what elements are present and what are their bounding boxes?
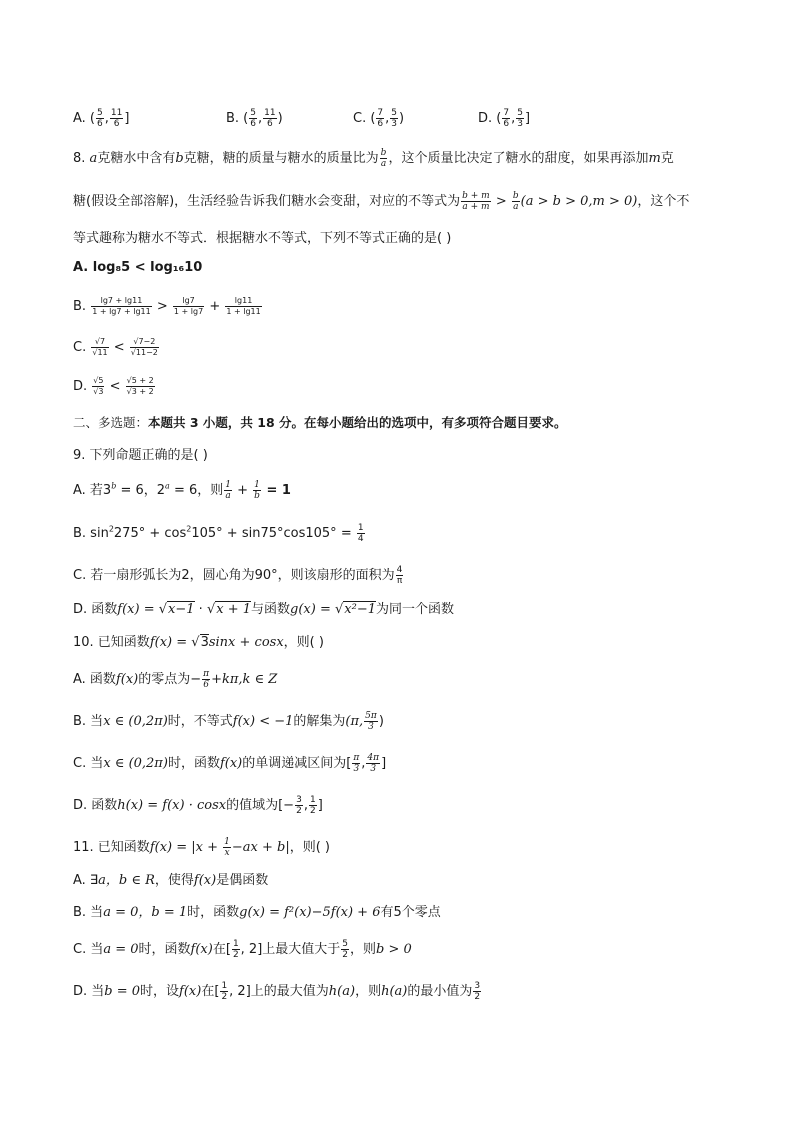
radicand: 3: [200, 635, 209, 650]
bracket: ): [277, 111, 283, 126]
separator: ,: [511, 111, 516, 126]
fraction: [502, 108, 510, 129]
text: 275° + cos: [113, 526, 187, 541]
function: sinx + cosx: [208, 635, 284, 650]
q10-stem: [73, 633, 324, 653]
text: 有5个零点: [380, 905, 441, 920]
denominator: 6: [250, 119, 256, 129]
numerator: 1: [254, 480, 260, 490]
interval: , 2]: [229, 984, 251, 999]
numerator: √7−2: [130, 337, 159, 348]
function: f(x): [193, 873, 217, 888]
function: f(x) =: [149, 635, 192, 650]
numerator: lg7: [173, 296, 204, 307]
section-description: 本题共 3 小题，共 18 分。在每小题给出的选项中，有多项符合题目要求。: [148, 415, 567, 430]
fraction: [263, 108, 276, 129]
option-label: C. (: [353, 111, 376, 126]
fraction: [224, 480, 232, 501]
fraction: [364, 711, 378, 732]
fraction: [516, 108, 524, 129]
text: 11. 已知函数: [73, 840, 150, 855]
separator: ,: [104, 111, 109, 126]
denominator: 2: [232, 950, 239, 960]
denominator: √3 + 2: [126, 387, 154, 396]
fraction: [110, 108, 123, 129]
text: 在: [212, 942, 226, 957]
fraction: [96, 108, 104, 129]
q9-option-d: [73, 600, 454, 620]
separator: ,: [361, 756, 366, 771]
text: = 1: [261, 483, 291, 498]
fraction: [232, 939, 240, 960]
denominator: 2: [309, 806, 316, 816]
option-label: B. (: [226, 111, 249, 126]
fraction: [341, 939, 349, 960]
q11-stem: [73, 837, 330, 858]
text: A. ∃: [73, 873, 99, 888]
operator: <: [109, 340, 129, 355]
bracket: ]: [317, 798, 323, 813]
fraction: [130, 337, 159, 358]
numerator: √7: [91, 337, 108, 348]
q7-options: [0, 108, 794, 130]
numerator: 11: [264, 108, 276, 118]
numerator: 5: [97, 108, 103, 118]
fraction: [357, 523, 365, 544]
numerator: 1: [309, 795, 316, 805]
condition: a，b ∈ R: [98, 873, 155, 888]
var: m: [648, 151, 661, 166]
numerator: 3: [474, 981, 481, 991]
q8-option-a: A. log₈5 < log₁₆10: [73, 260, 203, 275]
q11-option-a: [73, 871, 268, 891]
function: g(x) = f²(x)−5f(x) + 6: [239, 905, 381, 920]
function: g(x) =: [290, 602, 335, 617]
bracket: ]: [124, 111, 130, 126]
text: +: [232, 483, 253, 498]
text: 的单调递减区间为: [242, 756, 347, 771]
numerator: 1: [232, 939, 239, 949]
fraction: [366, 753, 380, 774]
fraction: [225, 296, 261, 317]
radicand: x−1: [168, 602, 195, 617]
text: ，这个不: [637, 194, 690, 209]
text: 糖(假设全部溶解)，生活经验告诉我们糖水会变甜，对应的不等式为: [73, 194, 461, 209]
function: h(x) = f(x) · cosx: [117, 798, 227, 813]
denominator: 4: [357, 534, 364, 544]
fraction: [220, 981, 228, 1002]
numerator: 4: [396, 565, 403, 575]
q11-option-b: [73, 903, 441, 923]
denominator: a + m: [462, 202, 490, 212]
denominator: √3: [93, 387, 104, 396]
bracket: [−: [278, 798, 295, 813]
radicand: x + 1: [216, 602, 251, 617]
fraction: [512, 191, 520, 212]
bracket: [: [214, 984, 220, 999]
condition: x ∈ (0,2π): [103, 756, 168, 771]
text: D. 函数: [73, 798, 118, 813]
denominator: 3: [370, 764, 377, 774]
bracket: [: [346, 756, 352, 771]
condition: (a > b > 0,m > 0): [520, 194, 638, 209]
fraction: [390, 108, 398, 129]
function: f(x): [179, 984, 202, 999]
text: 的解集为: [293, 714, 346, 729]
q8-option-c: [73, 337, 160, 358]
fraction: [295, 795, 303, 816]
separator: ,: [258, 111, 263, 126]
function: f(x): [115, 672, 139, 687]
text: D. 当: [73, 984, 105, 999]
option-label: B.: [73, 299, 91, 314]
var: b: [175, 151, 184, 166]
text: A. 若3: [73, 483, 112, 498]
text: 时，函数: [187, 905, 240, 920]
denominator: √11−2: [130, 348, 158, 357]
interval: (π,: [345, 714, 364, 729]
text: +kπ,k ∈ Z: [211, 672, 278, 687]
text: 105° + sin75°cos105° =: [191, 526, 356, 541]
text: ，则: [350, 942, 377, 957]
fraction: [202, 669, 210, 690]
text: ，则: [355, 984, 382, 999]
q9-option-a: [73, 480, 291, 501]
denominator: b: [254, 491, 260, 501]
q7-option-a: [73, 108, 129, 130]
option-label: C.: [73, 340, 91, 355]
fraction: [376, 108, 384, 129]
text: 克糖，糖的质量与糖水的质量比为: [183, 151, 379, 166]
numerator: lg11: [225, 296, 261, 307]
option-label: A. (: [73, 111, 96, 126]
denominator: 6: [377, 119, 384, 129]
denominator: √11: [92, 348, 108, 357]
fraction: [380, 148, 388, 169]
denominator: 2: [221, 992, 228, 1002]
bracket: ]: [381, 756, 387, 771]
option-label: D.: [73, 379, 92, 394]
text: 上的最大值为: [250, 984, 329, 999]
function: f(x) = |x +: [149, 840, 223, 855]
text: >: [491, 194, 511, 209]
text: 时，函数: [138, 942, 191, 957]
text: 是偶函数: [216, 873, 269, 888]
denominator: 1 + lg7 + lg11: [92, 307, 151, 316]
text: D. 函数: [73, 602, 118, 617]
fraction: [91, 337, 108, 358]
condition: b > 0: [376, 942, 412, 957]
sqrt-sign: √: [206, 602, 216, 617]
numerator: √5 + 2: [126, 376, 154, 385]
denominator: 3: [353, 764, 360, 774]
text: 时，函数: [167, 756, 220, 771]
exponent: b: [111, 481, 117, 491]
text: B. 当: [73, 905, 104, 920]
fraction: [173, 296, 204, 317]
text: 为同一个函数: [376, 602, 455, 617]
q7-option-d: [478, 108, 530, 130]
operator: +: [205, 299, 225, 314]
text: C. 当: [73, 756, 104, 771]
q7-option-c: [353, 108, 404, 130]
bracket: [: [225, 942, 231, 957]
option-label: D. (: [478, 111, 502, 126]
separator: ,: [385, 111, 390, 126]
text: ，这个质量比决定了糖水的甜度，如果再添加: [388, 151, 649, 166]
function: f(x) =: [117, 602, 159, 617]
numerator: 1: [224, 837, 230, 847]
text: 克: [660, 151, 674, 166]
numerator: 5: [391, 108, 398, 118]
numerator: 5: [517, 108, 523, 118]
section-heading: [73, 413, 567, 433]
fraction: [249, 108, 257, 129]
text: ·: [194, 602, 207, 617]
q10-option-c: [73, 753, 386, 774]
denominator: 2: [474, 992, 481, 1002]
q7-option-b: [226, 108, 283, 130]
denominator: 2: [296, 806, 302, 816]
sqrt-sign: √: [191, 635, 200, 650]
denominator: 3: [368, 722, 374, 732]
numerator: 5: [342, 939, 349, 949]
q11-option-c: [73, 939, 412, 960]
denominator: 2: [342, 950, 349, 960]
text: 上最大值大于: [262, 942, 341, 957]
inequality: f(x) < −1: [232, 714, 294, 729]
text: 与函数: [251, 602, 291, 617]
numerator: 5π: [365, 711, 377, 721]
q8-stem-line-1: [73, 148, 674, 169]
denominator: 6: [203, 680, 209, 690]
q9-stem: 9. 下列命题正确的是( ): [73, 448, 208, 463]
text: 的值域为: [226, 798, 279, 813]
text: B. sin: [73, 526, 109, 541]
sqrt-sign: √: [158, 602, 168, 617]
text: 的零点为−: [138, 672, 202, 687]
text: 时，不等式: [167, 714, 233, 729]
text: 10. 已知函数: [73, 635, 150, 650]
fraction: [352, 753, 360, 774]
q10-option-a: [73, 669, 277, 690]
denominator: 3: [391, 119, 398, 129]
function: h(a): [381, 984, 408, 999]
operator: >: [152, 299, 172, 314]
denominator: 1 + lg7: [173, 307, 204, 316]
function: f(x): [190, 942, 213, 957]
q9-option-c: [73, 565, 404, 586]
fraction: [396, 565, 404, 586]
numerator: π: [353, 753, 360, 763]
numerator: 7: [377, 108, 384, 118]
fraction: [92, 376, 104, 397]
text: 8.: [73, 151, 90, 166]
fraction: [473, 981, 481, 1002]
numerator: 5: [250, 108, 256, 118]
numerator: b: [512, 191, 519, 201]
text: = 6，则: [169, 483, 224, 498]
denominator: 6: [97, 119, 103, 129]
denominator: 6: [267, 119, 273, 129]
denominator: 6: [113, 119, 120, 129]
numerator: 4π: [367, 753, 380, 763]
text: 时，设: [140, 984, 180, 999]
bracket: ]: [524, 111, 531, 126]
numerator: 3: [296, 795, 302, 805]
function: h(a): [328, 984, 356, 999]
fraction: [126, 376, 155, 397]
numerator: 1: [357, 523, 364, 533]
q11-option-d: [73, 981, 482, 1002]
q9-option-b: B. $\sin^2275^\circ + \cos^2105^\circ + \sin 75^\circ\cos 105^\circ$ = $\frac{1}{4}$: [73, 523, 364, 544]
denominator: a: [513, 202, 519, 212]
text: 在: [201, 984, 215, 999]
numerator: 11: [110, 108, 123, 118]
exponent: a: [165, 481, 170, 491]
condition: a = 0，b = 1: [103, 905, 188, 920]
function: −ax + b|: [231, 840, 290, 855]
numerator: b + m: [462, 191, 490, 201]
fraction: [253, 480, 261, 501]
numerator: 1: [225, 480, 231, 490]
var: a: [89, 151, 98, 166]
q10-option-b: [73, 711, 384, 732]
denominator: 1 + lg11: [226, 307, 261, 316]
numerator: π: [203, 669, 210, 679]
radicand: x²−1: [344, 602, 376, 617]
denominator: 6: [503, 119, 510, 129]
operator: <: [105, 379, 125, 394]
q8-stem-line-2: [73, 191, 689, 212]
sqrt-sign: √: [334, 602, 344, 617]
text: ，则( ): [289, 840, 330, 855]
condition: b = 0: [104, 984, 141, 999]
denominator: a: [380, 159, 387, 169]
fraction: [223, 837, 231, 858]
text: 克糖水中含有: [97, 151, 176, 166]
numerator: lg7 + lg11: [91, 296, 152, 307]
separator: ,: [303, 798, 308, 813]
denominator: 3: [517, 119, 523, 129]
bracket: ): [399, 111, 405, 126]
bracket: ): [378, 714, 384, 729]
fraction: [309, 795, 317, 816]
section-title: 二、多选题：: [73, 415, 149, 430]
q8-stem-line-3: 等式趣称为糖水不等式．根据糖水不等式，下列不等式正确的是( ): [73, 231, 452, 246]
numerator: 7: [503, 108, 510, 118]
numerator: 1: [221, 981, 228, 991]
q8-option-b: [73, 296, 263, 317]
denominator: π: [396, 576, 403, 586]
q10-option-d: [73, 795, 323, 816]
text: C. 当: [73, 942, 104, 957]
text: ，则( ): [283, 635, 324, 650]
function: f(x): [219, 756, 243, 771]
condition: x ∈ (0,2π): [103, 714, 168, 729]
denominator: x: [224, 848, 230, 858]
fraction: [91, 296, 152, 317]
text: C. 若一扇形弧长为2，圆心角为90°，则该扇形的面积为: [73, 568, 395, 583]
denominator: a: [225, 491, 231, 501]
fraction: [461, 191, 491, 212]
text: A. 函数: [73, 672, 116, 687]
text: ，使得: [154, 873, 194, 888]
numerator: b: [380, 148, 387, 158]
interval: , 2]: [240, 942, 263, 957]
text: 的最小值为: [407, 984, 473, 999]
numerator: √5: [93, 376, 104, 385]
condition: a = 0: [103, 942, 139, 957]
text: = 6，2: [116, 483, 166, 498]
q8-option-d: [73, 376, 156, 397]
text: B. 当: [73, 714, 104, 729]
